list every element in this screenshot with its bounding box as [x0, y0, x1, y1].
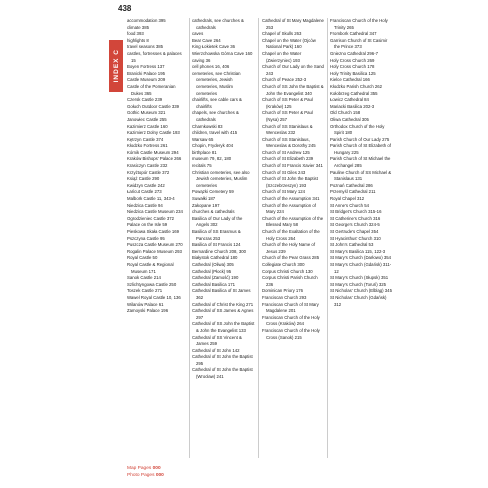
photo-pages-value: 000: [155, 473, 164, 478]
index-entry: Collegiate Church 300: [262, 261, 305, 267]
map-pages-value: 000: [152, 466, 161, 471]
index-entry: churches & cathedrals: [192, 209, 235, 215]
index-entry: Kętrzyn Castle 374: [127, 136, 164, 142]
index-entry: Ogrodzieniec Castle 372: [127, 215, 175, 221]
index-entry: children, travel with 415: [192, 130, 238, 136]
index-entry: Church of St Francis Xavier 341: [262, 163, 323, 169]
index-entry: Basilica of St Francis 124: [192, 242, 241, 248]
index-entry: St Nicholas' Church (Gdańsk) 312: [330, 294, 387, 307]
index-entry: Warsaw 65: [192, 136, 214, 142]
index-entry: St Bridget's Church 315-16: [330, 209, 382, 215]
page-number: 438: [118, 4, 132, 13]
index-entry: Kazimierz Dolny Castle 193: [127, 130, 180, 136]
index-entry: Charnkowski 83: [192, 123, 223, 129]
index-entry: Church of SS Peter & Paul (Nysa) 257: [262, 110, 313, 122]
index-entry: Cathedral of SS John the Baptist & John the Evangelist 133: [192, 321, 255, 333]
index-entry: Church of Peace 252-3: [262, 77, 307, 83]
column-divider: [189, 18, 190, 458]
index-entry: Basilica of Our Lady of the Angels 302: [192, 215, 243, 228]
index-entry: Church of Our Lady on the Sand 243: [262, 64, 324, 76]
index-entry: Gołuch Outdoor Castle 339: [127, 103, 180, 109]
index-entry: Church of the Assumption of the Blessed Mary 58: [262, 215, 324, 228]
index-entry: museum 79, 82, 180: [192, 156, 232, 162]
index-entry: Zakopane 197: [192, 202, 220, 208]
index-entry: Franciscan Church of St Mary Magdalene 201: [262, 301, 319, 314]
index-entry: Church of SS John the Baptist & John the Evangelist 340: [262, 83, 324, 96]
index-entry: St Mary's Church (Gdańsk) 311-12: [330, 261, 392, 274]
index-entry: King Łokietek Cave 36: [192, 44, 235, 50]
index-column-2: [192, 18, 255, 480]
index-entry: Holy Cross Church 178: [330, 64, 375, 70]
index-entry: Church of SS Peter & Paul (Kraków) 125: [262, 97, 313, 109]
index-entry: Church of St Andrew 125: [262, 149, 310, 155]
index-entry: Chapel of Skulls 263: [262, 31, 302, 37]
index-entry: St Nicholas' Church (Elbląg) 345: [330, 288, 392, 294]
index-entry: caving 36: [192, 57, 211, 63]
index-entry: Holy Trinity Basilica 125: [330, 70, 376, 76]
index-entry: Sanok Castle 214: [127, 275, 161, 281]
index-entry: Cathedral of Christ the King 271: [192, 301, 254, 307]
index-entry: Cathedral (Oliwa) 305: [192, 261, 234, 267]
index-entry: Cathedral Basilica 171: [192, 281, 235, 287]
index-entry: birthplace 81: [192, 149, 217, 155]
index-entry: Wawel Royal Castle 10, 136: [127, 294, 181, 300]
index-entry: Cathedral of St John the Baptist 295: [192, 354, 253, 366]
index-entry: Łańcut Castle 273: [127, 189, 162, 195]
index-entry: Castle of the Pomeranian Dukes 365: [127, 83, 176, 96]
index-entry: Cathedral of SS James & Agnes 297: [192, 308, 254, 320]
index-entry: Łowicz Cathedral 84: [330, 97, 369, 103]
index-entry: Corpus Christi Parish Church 236: [262, 275, 318, 287]
index-entry: cell phones 16, 406: [192, 64, 230, 70]
map-pages-line: [127, 465, 164, 472]
index-entry: Przemyśl Cathedral 211: [330, 189, 376, 195]
index-entry: Białystok Cathedral 180: [192, 255, 238, 261]
index-entry: Bernardine Church 208, 300: [192, 248, 246, 254]
index-entry: Holy Cross Church 269: [330, 57, 375, 63]
index-entry: cathedrals, see churches & cathedrals: [192, 18, 244, 30]
index-entry: Kłodzko Fortress 261: [127, 143, 168, 149]
index-entry: Krasiczyn Castle 232: [127, 163, 168, 169]
index-entry: Cathedral of St Mary Magdalene 253: [262, 18, 324, 30]
index-entry: travel seasons 385: [127, 44, 164, 50]
index-entry: Parish Church of St Michael the Archangel 285: [330, 156, 391, 169]
index-entry: Suwałki 187: [192, 196, 216, 202]
index-entry: castles, fortresses & palaces 15: [127, 50, 182, 63]
index-entry: Christian cemeteries, see also Jewish cemeteries, Muslim cemeteries: [192, 169, 250, 188]
index-section-tab: [109, 40, 123, 92]
index-entry: Orthodox Church of the Holy Spirit 180: [330, 123, 385, 136]
index-entry: Cathedral (Płock) 95: [192, 268, 232, 274]
index-entry: St Mary's Church (Darłowo) 354: [330, 255, 391, 261]
index-entry: Książ Castle 290: [127, 176, 160, 182]
index-entry: Chopin, Fryderyk 404: [192, 143, 234, 149]
index-entry: Boyen Fortress 137: [127, 64, 165, 70]
index-entry: Niedzica Castle 94: [127, 202, 163, 208]
index-entry: Czersk Castle 239: [127, 97, 163, 103]
index-entry: Gniezno Cathedral 296-7: [330, 50, 379, 56]
index-entry: Church of the Assumption of Mary 224: [262, 202, 316, 215]
index-entry: Church of St John the Baptist (Szczebrzeszyn) 193: [262, 176, 318, 188]
index-entry: Kołobrzeg Cathedral 355: [330, 90, 378, 96]
index-entry: Kraków Bishops' Palace 266: [127, 156, 182, 162]
index-entry: St George's Church 324-5: [330, 222, 380, 228]
index-entry: Church of the Assumption 341: [262, 196, 320, 202]
index-entry: Puszcza Castle Museum 270: [127, 242, 183, 248]
index-entry: Church of St Giles 243: [262, 169, 306, 175]
index-entry: Powązki Cemetery 59: [192, 189, 234, 195]
index-entry: Chapel on the Water (Zwierzyniec) 193: [262, 50, 302, 63]
index-entry: Szlichtyngowa Castle 250: [127, 281, 177, 287]
index-entry: Pieskowa Skała Castle 169: [127, 229, 180, 234]
index-entry: Bear Cave 264: [192, 37, 221, 43]
index-entry: Cathedral Basilica of St James 362: [192, 288, 251, 300]
index-entry: St Mary's Church (Toruń) 325: [330, 281, 386, 287]
index-entry: Basilica of SS Erasmus & Pancras 253: [192, 229, 241, 241]
index-entry: St Catherine's Church 316: [330, 215, 381, 221]
map-pages-label: Map Pages: [127, 466, 152, 471]
index-entry: Rogalin Palace Museum 293: [127, 248, 182, 254]
index-entry: Pszczyna Castle 95: [127, 235, 165, 241]
index-entry: Cathedral (Zamość) 190: [192, 275, 239, 281]
index-entry: Royal Castle & Regional Museum 171: [127, 261, 174, 274]
page-footer: [127, 465, 164, 479]
index-entry: Branicki Palace 195: [127, 70, 165, 76]
index-entry: climate 385: [127, 24, 149, 30]
index-entry: St Hyacinthus' Church 310: [330, 235, 381, 241]
index-entry: accommodation 395: [127, 18, 166, 23]
index-entry: caves: [192, 31, 204, 37]
index-entry: Church of SS Stanislaus, Wenceslas & Dorothy 245: [262, 136, 316, 149]
index-entry: Malbork Castle 11, 343-4: [127, 196, 175, 202]
index-entry: Franciscan Church of the Holy Cross (Sanok) 215: [262, 327, 320, 340]
column-divider: [327, 18, 328, 458]
column-divider: [258, 18, 259, 458]
index-entry: Cathedral of St John the Baptist (Wrocław) 241: [192, 367, 253, 380]
index-entry: cemeteries, see Christian cemeteries, Jewish cemeteries, Muslim cemeteries: [192, 70, 241, 96]
index-entry: food 393: [127, 31, 144, 37]
index-entry: Pauline Church of SS Michael & Stanislaus 131: [330, 169, 392, 182]
index-section-tab-label: INDEX C: [112, 49, 120, 83]
index-entry: Poznań Cathedral 286: [330, 182, 373, 188]
index-entry: Janowiec Castle 255: [127, 116, 167, 122]
index-entry: recitals 75: [192, 163, 212, 169]
index-entry: Cathedral of St John 142: [192, 347, 240, 353]
index-entry: chapels, see churches & cathedrals: [192, 110, 239, 122]
index-entry: Kazimierz Castle 160: [127, 123, 168, 129]
index-entry: St Anne's Church 54: [330, 202, 370, 208]
index-entry: Toszek Castle 271: [127, 288, 163, 294]
index-entry: Wierzchowska Górna Cave 160: [192, 50, 253, 56]
index-entry: Garrison Church of St Casimir the Prince 373: [330, 37, 388, 50]
index-entry: Church of SS Stanislaus & Wenceslas 232: [262, 123, 313, 136]
index-entry: Gothic Museum 321: [127, 110, 166, 116]
index-entry: Parish Church of St Elizabeth of Hungary 225: [330, 143, 391, 155]
index-entry: Dominican Priory 176: [262, 288, 304, 294]
index-entry: Franciscan Church of the Holy Trinity 265: [330, 18, 388, 30]
index-column-3: [262, 18, 324, 480]
index-entry: Cathedral of SS Vincent & James 259: [192, 334, 242, 347]
index-entry: Church of St Elizabeth 239: [262, 156, 314, 162]
index-entry: Zamoyski Palace 196: [127, 308, 169, 314]
index-entry: Royal Chapel 312: [330, 196, 365, 202]
index-entry: Niedzica Castle Museum 234: [127, 209, 183, 215]
index-column-1: [127, 18, 187, 480]
index-entry: Corpus Christi Church 130: [262, 268, 313, 274]
index-entry: Wilanów Palace 61: [127, 301, 164, 307]
index-entry: Castle Museum 209: [127, 77, 166, 83]
index-entry: St Mary's Church (Słupsk) 351: [330, 275, 389, 281]
index-entry: Franciscan Church of the Holy Cross (Kraków) 264: [262, 314, 320, 327]
index-entry: Palace on the Isle 59: [127, 222, 168, 228]
index-entry: chairlifts, see cable cars & chairlifts: [192, 97, 242, 109]
index-entry: Church of the Pear Grass 285: [262, 255, 320, 261]
index-entry: highlights 8: [127, 37, 149, 43]
index-entry: Church of the Exaltation of the Holy Cross 264: [262, 229, 320, 241]
index-entry: Church of St Mary 124: [262, 189, 305, 195]
index-entry: Chapel on the Water (Ojców National Park) 160: [262, 37, 316, 50]
index-entry: Mariacki Basilica 202-3: [330, 103, 375, 109]
index-entry: Kórnik Castle Museum 294: [127, 149, 179, 155]
index-entry: Frombork Cathedral 347: [330, 31, 377, 37]
index-entry: St Gertrude's Chapel 354: [330, 229, 379, 234]
index-entry: St John's Cathedral 53: [330, 242, 374, 248]
index-entry: Franciscan Church 293: [262, 294, 307, 300]
photo-pages-line: [127, 472, 164, 479]
index-entry: Kłodzko Parish Church 262: [330, 83, 383, 89]
photo-pages-label: Photo Pages: [127, 473, 155, 478]
index-entry: Kielce Cathedral 166: [330, 77, 370, 83]
index-entry: St Mary's Basilica 115, 122-3: [330, 248, 386, 254]
index-entry: Oliwa Cathedral 305: [330, 116, 369, 122]
index-entry: Kwidzyn Castle 242: [127, 182, 165, 188]
index-entry: Royal Castle 50: [127, 255, 158, 261]
index-entry: Old Church 158: [330, 110, 361, 116]
index-column-4: [330, 18, 392, 480]
index-entry: Parish Church of Our Lady 275: [330, 136, 390, 142]
index-entry: Krzyżtopór Castle 372: [127, 169, 170, 175]
index-entry: Church of the Holy Name of Jesus 239: [262, 242, 316, 254]
